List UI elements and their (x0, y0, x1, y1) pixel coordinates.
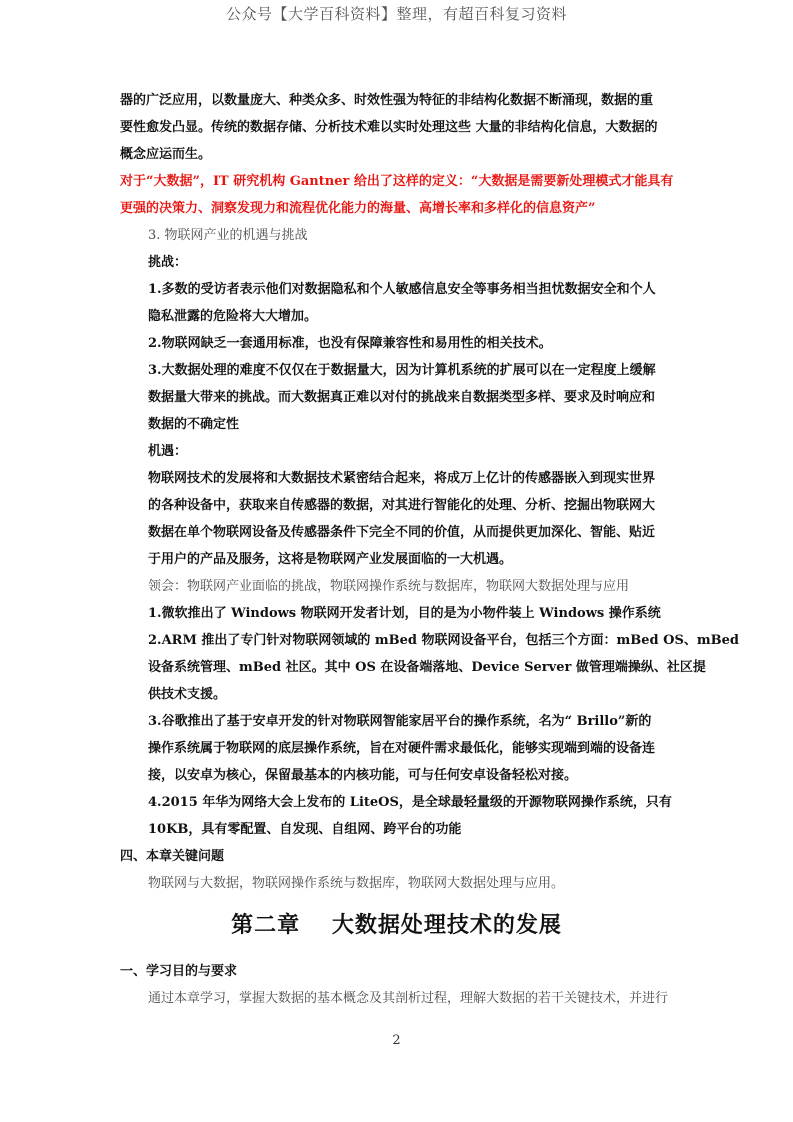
section-3-title: 3. 物联网产业的机遇与挑战 (148, 228, 308, 243)
section-4-title: 四、本章关键问题 (120, 849, 225, 864)
challenge-item-line: 1.多数的受访者表示他们对数据隐私和个人敏感信息安全等事务相当担忧数据安全和个人 (148, 282, 656, 297)
definition-line: 更强的决策力、洞察发现力和流程优化能力的海量、高增长率和多样化的信息资产” (120, 201, 596, 216)
opportunity-line: 于用户的产品及服务，这将是物联网产业发展面临的一大机遇。 (148, 552, 513, 567)
opportunity-label: 机遇： (148, 444, 188, 459)
os-item-line: 供技术支援。 (148, 687, 227, 702)
challenge-item-line: 3.大数据处理的难度不仅仅在于数据量大，因为计算机系统的扩展可以在一定程度上缓解 (148, 363, 656, 378)
challenge-item-line: 隐私泄露的危险将大大增加。 (148, 309, 318, 324)
opportunity-line: 的各种设备中，获取来自传感器的数据，对其进行智能化的处理、分析、挖掘出物联网大 (148, 498, 656, 513)
intro-line: 要性愈发凸显。传统的数据存储、分析技术难以实时处理这些 大量的非结构化信息，大数据的 (120, 120, 658, 135)
challenge-item-line: 数据量大带来的挑战。而大数据真正难以对付的挑战来自数据类型多样、要求及时响应和 (148, 390, 656, 405)
intro-block (120, 87, 680, 222)
os-item-line: 3.谷歌推出了基于安卓开发的针对物联网智能家居平台的操作系统，名为“ Brillo”新的 (148, 714, 652, 729)
os-item-line: 接，以安卓为核心，保留最基本的内核功能，可与任何安卓设备轻松对接。 (148, 768, 578, 783)
chapter-title: 第二章 大数据处理技术的发展 (231, 912, 562, 938)
challenge-label: 挑战： (148, 255, 188, 270)
page-header: 公众号【大学百科资料】整理，有超百科复习资料 (225, 5, 567, 23)
intro-line: 器的广泛应用，以数量庞大、种类众多、时效性强为特征的非结构化数据不断涌现，数据的重 (120, 93, 654, 108)
definition-line: 对于“大数据”，IT 研究机构 Gantner 给出了这样的定义：“大数据是需要新处理模式才能具有 (120, 174, 674, 189)
chapter-section-1-title: 一、学习目的与要求 (120, 964, 238, 979)
intro-line: 概念应运而生。 (120, 147, 212, 162)
os-item-line: 2.ARM 推出了专门针对物联网领域的 mBed 物联网设备平台，包括三个方面：mBed OS、mBed (148, 633, 739, 648)
os-item-line: 1.微软推出了 Windows 物联网开发者计划，目的是为小物件装上 Windows 操作系统 (148, 606, 661, 621)
section-3-block (120, 222, 739, 897)
os-item-line: 设备系统管理、mBed 社区。其中 OS 在设备端落地、Device Server 做管理端操纵、社区提 (148, 660, 706, 675)
section-4-text: 物联网与大数据，物联网操作系统与数据库，物联网大数据处理与应用。 (148, 876, 565, 891)
comprehend-line: 领会：物联网产业面临的挑战，物联网操作系统与数据库，物联网大数据处理与应用 (148, 579, 630, 594)
os-item-line: 10KB，具有零配置、自发现、自组网、跨平台的功能 (148, 822, 462, 837)
challenge-item-line: 数据的不确定性 (148, 417, 240, 432)
challenge-item-line: 2.物联网缺乏一套通用标准，也没有保障兼容性和易用性的相关技术。 (148, 336, 552, 351)
os-item-line: 操作系统属于物联网的底层操作系统，旨在对硬件需求最低化，能够实现端到端的设备连 (148, 741, 656, 756)
page-number: 2 (392, 1033, 401, 1048)
os-item-line: 4.2015 年华为网络大会上发布的 LiteOS，是全球最轻量级的开源物联网操作系统，只有 (148, 795, 672, 810)
opportunity-line: 数据在单个物联网设备及传感器条件下完全不同的价值，从而提供更加深化、智能、贴近 (148, 525, 656, 540)
chapter-section-1-text: 通过本章学习，掌握大数据的基本概念及其剖析过程，理解大数据的若干关键技术，并进行 (148, 991, 669, 1006)
opportunity-line: 物联网技术的发展将和大数据技术紧密结合起来，将成万上亿计的传感器嵌入到现实世界 (148, 471, 656, 486)
chapter-section-block (120, 958, 680, 1012)
